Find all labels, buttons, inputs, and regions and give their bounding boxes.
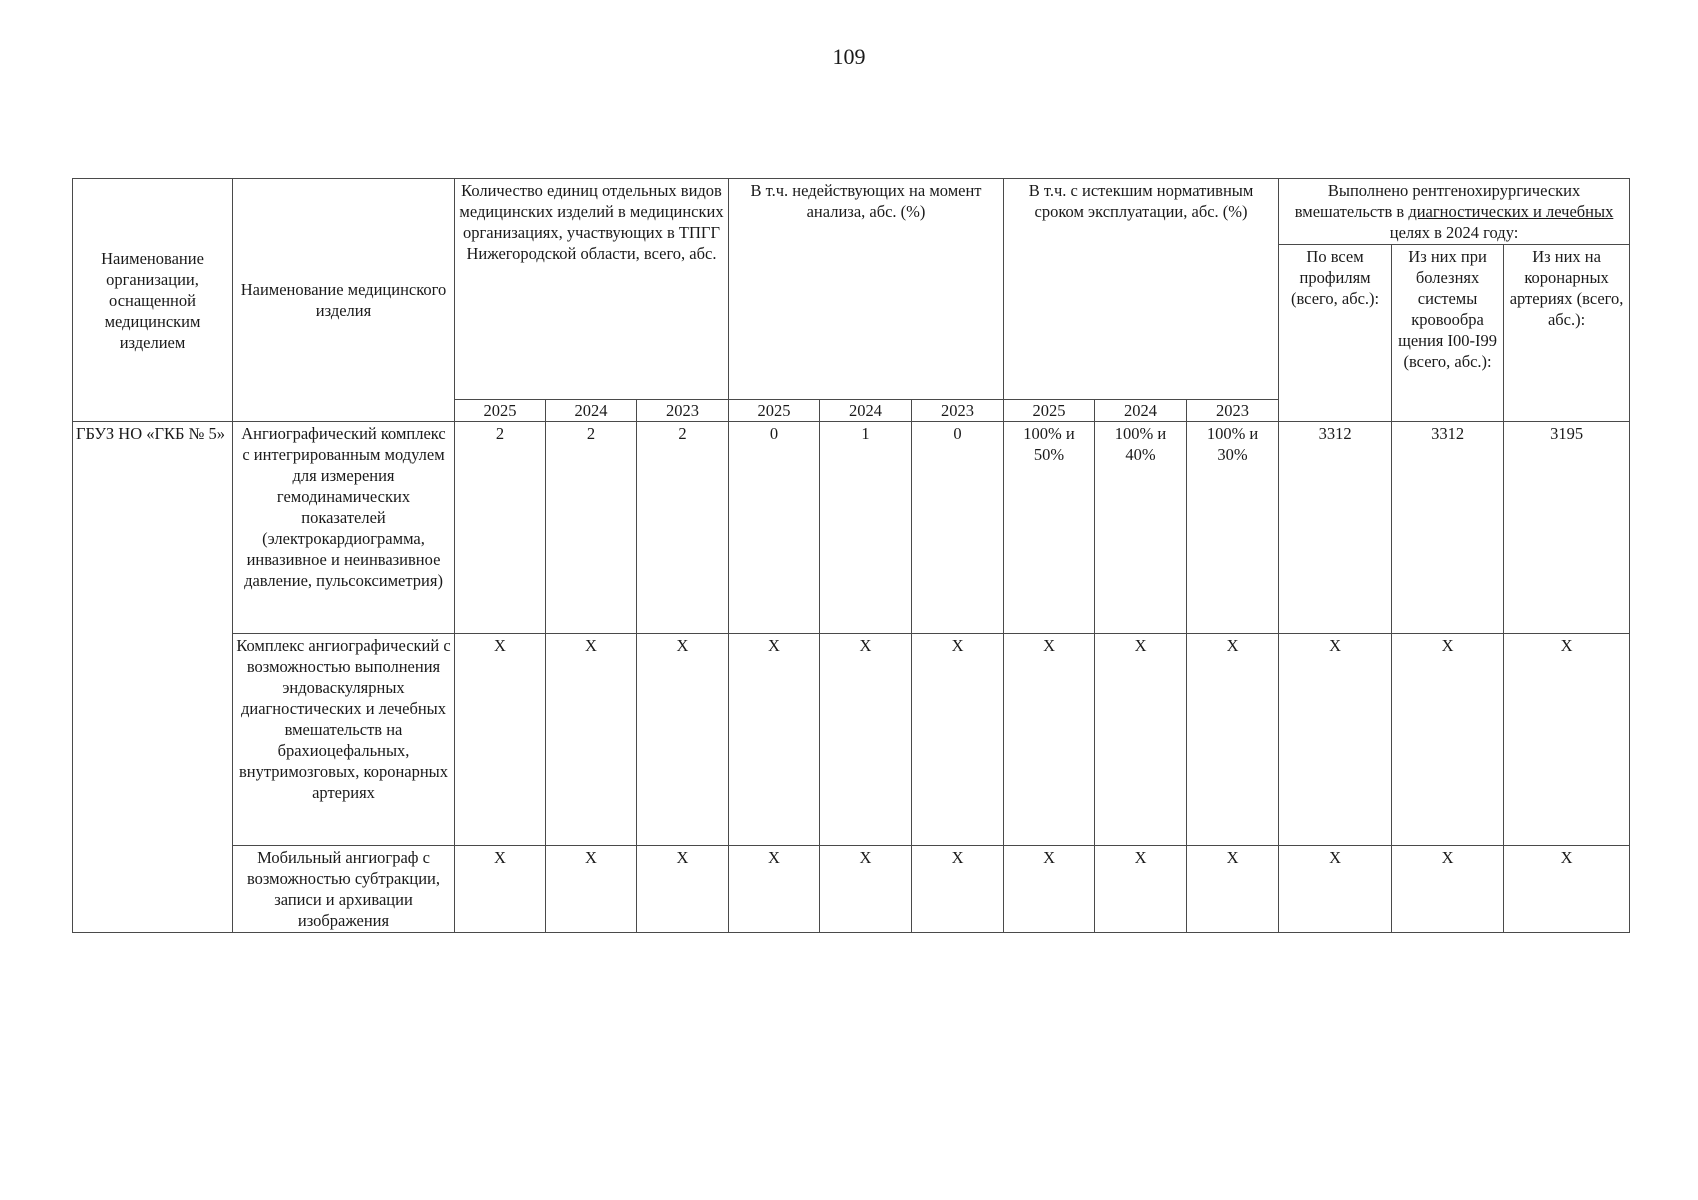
header-device: Наименование медицинского изделия <box>233 179 455 422</box>
value-cell: 3195 <box>1504 422 1630 634</box>
header-performed <box>1279 179 1630 245</box>
value-cell: X <box>546 634 637 846</box>
value-cell: X <box>1392 846 1504 933</box>
header-performed-suffix: целях в 2024 году: <box>1389 223 1519 242</box>
value-cell: X <box>729 846 820 933</box>
value-cell: X <box>820 846 912 933</box>
header-quantity: Количество единиц отдельных видов медицинских изделий в медицинских организациях, участвующих в ТПГГ Нижегородской области, всего, абс. <box>455 179 729 400</box>
value-cell: X <box>1187 634 1279 846</box>
value-cell: 1 <box>820 422 912 634</box>
value-cell: X <box>1504 634 1630 846</box>
organization-cell: ГБУЗ НО «ГКБ № 5» <box>73 422 233 933</box>
header-circulatory: Из них при болезнях системы кровообра щения I00-I99 (всего, абс.): <box>1392 245 1504 422</box>
year-cell: 2024 <box>546 400 637 422</box>
year-cell: 2024 <box>820 400 912 422</box>
device-cell: Мобильный ангиограф с возможностью субтракции, записи и архивации изображения <box>233 846 455 933</box>
value-cell: 3312 <box>1392 422 1504 634</box>
table-row <box>73 634 1630 846</box>
value-cell: X <box>1279 846 1392 933</box>
value-cell: 0 <box>912 422 1004 634</box>
year-cell: 2024 <box>1095 400 1187 422</box>
value-cell: X <box>912 846 1004 933</box>
value-cell: X <box>1095 846 1187 933</box>
value-cell: 2 <box>546 422 637 634</box>
value-cell: 2 <box>455 422 546 634</box>
value-cell: X <box>1004 634 1095 846</box>
header-expired: В т.ч. с истекшим нормативным сроком эксплуатации, абс. (%) <box>1004 179 1279 400</box>
value-cell: X <box>729 634 820 846</box>
value-cell: X <box>912 634 1004 846</box>
header-performed-prefix: Выполнено рентгенохирургических вмешательств в <box>1294 181 1581 221</box>
value-cell: X <box>1279 634 1392 846</box>
value-cell: X <box>546 846 637 933</box>
table-row <box>73 422 1630 634</box>
device-cell: Ангиографический комплекс с интегрированным модулем для измерения гемодинамических показателей (электрокардиограмма, инвазивное и неинвазивное давление, пульсоксиметрия) <box>233 422 455 634</box>
value-cell: X <box>1504 846 1630 933</box>
year-cell: 2025 <box>729 400 820 422</box>
value-cell: X <box>1004 846 1095 933</box>
header-organization: Наименование организации, оснащенной медицинским изделием <box>73 179 233 422</box>
value-cell: X <box>455 634 546 846</box>
value-cell: 3312 <box>1279 422 1392 634</box>
header-inactive: В т.ч. недействующих на момент анализа, абс. (%) <box>729 179 1004 400</box>
value-cell: X <box>1187 846 1279 933</box>
value-cell: X <box>637 846 729 933</box>
table-row <box>73 846 1630 933</box>
year-cell: 2023 <box>1187 400 1279 422</box>
value-cell: X <box>1392 634 1504 846</box>
value-cell: X <box>1095 634 1187 846</box>
value-cell: X <box>820 634 912 846</box>
value-cell: 100% и 30% <box>1187 422 1279 634</box>
value-cell: X <box>455 846 546 933</box>
value-cell: 100% и 40% <box>1095 422 1187 634</box>
header-all-profiles: По всем профилям (всего, абс.): <box>1279 245 1392 422</box>
header-row-1 <box>73 179 1630 245</box>
year-cell: 2023 <box>637 400 729 422</box>
device-cell: Комплекс ангиографический с возможностью выполнения эндоваскулярных диагностических и лечебных вмешательств на брахиоцефальных, внутримозговых, коронарных артериях <box>233 634 455 846</box>
header-coronary: Из них на коронарных артериях (всего, абс.): <box>1504 245 1630 422</box>
page-number: 109 <box>832 44 866 69</box>
year-cell: 2023 <box>912 400 1004 422</box>
value-cell: X <box>637 634 729 846</box>
value-cell: 2 <box>637 422 729 634</box>
equipment-table <box>72 178 1630 933</box>
year-cell: 2025 <box>455 400 546 422</box>
value-cell: 0 <box>729 422 820 634</box>
value-cell: 100% и 50% <box>1004 422 1095 634</box>
year-cell: 2025 <box>1004 400 1095 422</box>
header-performed-underlined: диагностических и лечебных <box>1408 202 1614 221</box>
